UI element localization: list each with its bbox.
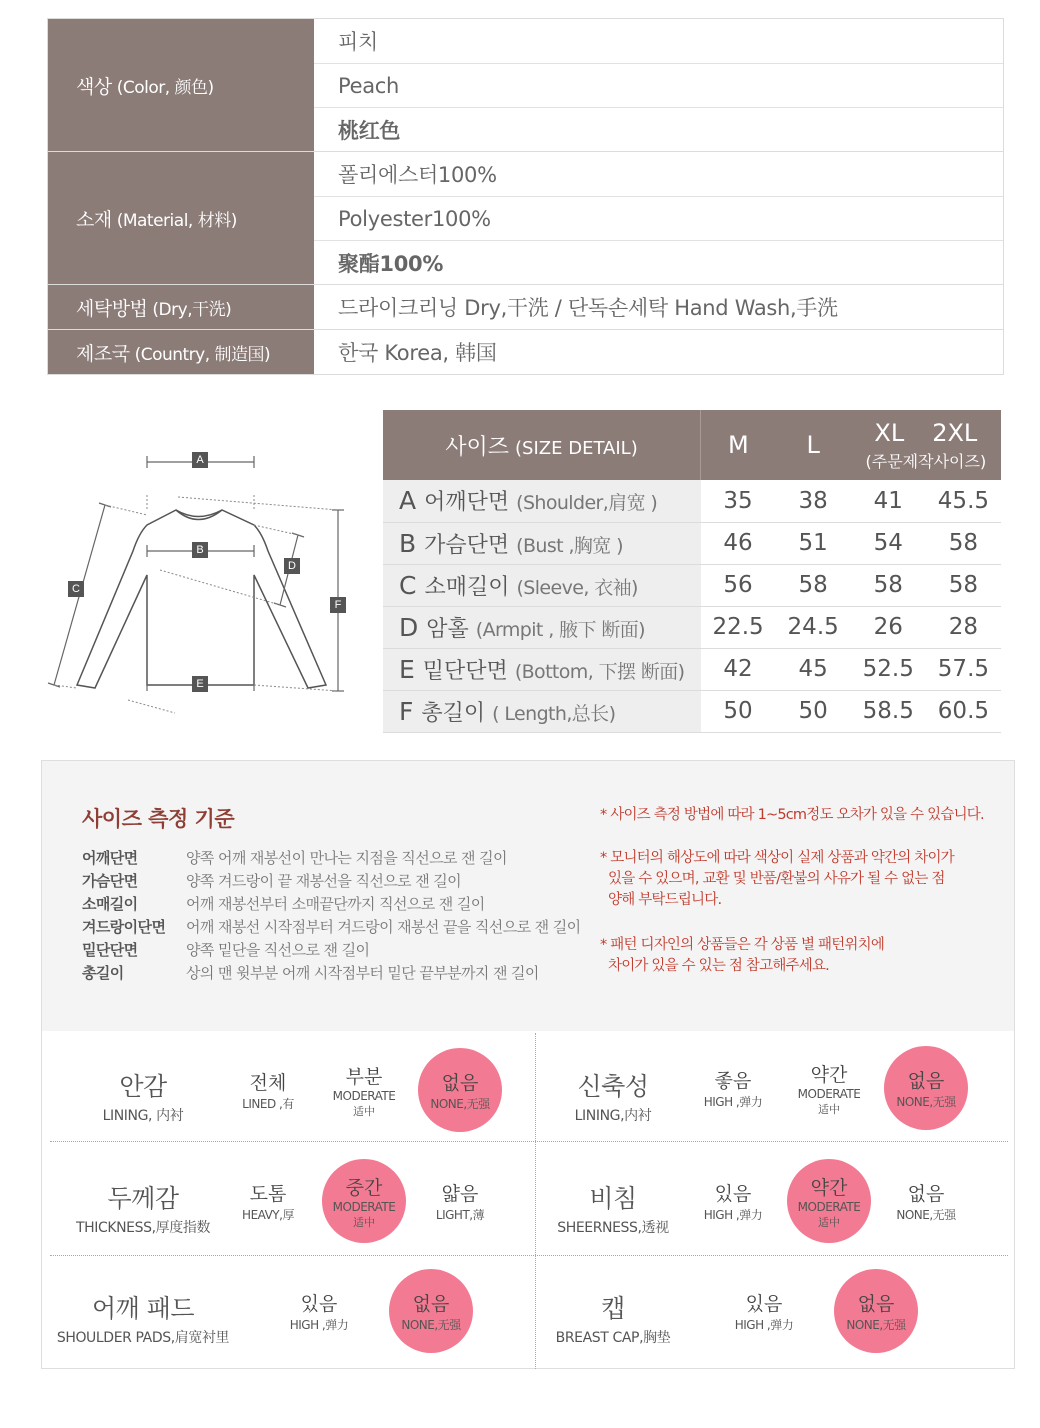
size-header-l: L <box>776 410 851 480</box>
option-lined: 전체 LINED ,有 <box>242 1072 294 1111</box>
marker-c: C <box>68 581 84 597</box>
attr-thickness: 두께감 THICKNESS,厚度指数 도톰 HEAVY,厚 중간 MODERATE 适中 얇음 LIGHT,薄 <box>48 1149 518 1259</box>
marker-f: F <box>330 597 346 613</box>
info-row-material <box>48 151 1003 284</box>
info-label: 제조국 (Country, 制造国) <box>48 330 314 374</box>
option-high: 있음 HIGH ,弹力 <box>734 1293 794 1332</box>
attr-sheerness: 비침 SHEERNESS,透视 있음 HIGH ,弹力 약간 MODERATE 适中 없음 NONE,无强 <box>518 1149 988 1259</box>
size-table-header <box>383 410 1001 480</box>
info-value: 桃红色 <box>314 107 1003 151</box>
custom-size-note: (주문제작사이즈) <box>865 451 987 471</box>
criteria-item: 겨드랑이단면 어깨 재봉선 시작점부터 겨드랑이 재봉선 끝을 직선으로 잰 길이 <box>82 918 581 936</box>
table-row: B 가슴단면 (Bust ,胸宽 ) 46 51 54 58 <box>383 522 1001 564</box>
marker-b: B <box>192 542 208 558</box>
option-moderate-selected: 약간 MODERATE 适中 <box>787 1159 871 1243</box>
attr-breast-cap: 캡 BREAST CAP,胸垫 있음 HIGH ,弹力 없음 NONE,无强 <box>518 1261 988 1371</box>
option-none-selected: 없음 NONE,无强 <box>834 1269 918 1353</box>
size-header-xl-2xl: XL 2XL (주문제작사이즈) <box>851 410 1001 480</box>
table-row: A 어깨단면 (Shoulder,肩宽 ) 35 38 41 45.5 <box>383 480 1001 522</box>
option-none-selected: 없음 NONE,无强 <box>389 1269 473 1353</box>
info-row-washing <box>48 284 1003 329</box>
info-value: 한국 Korea, 韩国 <box>338 341 497 365</box>
info-label: 색상 (Color, 颜色) <box>48 19 314 151</box>
guide-note: * 패턴 디자인의 상품들은 각 상품 별 패턴위치에 차이가 있을 수 있는 점 참고해주세요. <box>600 937 885 974</box>
product-info-table <box>47 18 1004 375</box>
size-detail-table <box>383 410 1001 733</box>
criteria-item: 어깨단면 양쪽 어깨 재봉선이 만나는 지점을 직선으로 잰 길이 <box>82 849 507 867</box>
option-moderate: 부분 MODERATE 适中 <box>332 1065 396 1118</box>
attr-lining: 안감 LINING, 内衬 전체 LINED ,有 부분 MODERATE 适中 없음 NONE,无强 <box>48 1037 518 1147</box>
attr-elasticity: 신축성 LINING,内衬 좋음 HIGH ,弹力 약간 MODERATE 适中 없음 NONE,无强 <box>518 1037 988 1147</box>
info-value: 폴리에스터100% <box>338 163 497 187</box>
garment-size-diagram <box>40 445 370 720</box>
option-high: 있음 HIGH ,弹力 <box>703 1183 763 1222</box>
table-row: E 밑단단면 (Bottom, 下摆 断面) 42 45 52.5 57.5 <box>383 648 1001 690</box>
option-none: 없음 NONE,无强 <box>896 1183 956 1222</box>
measurement-guide <box>41 760 1015 1369</box>
criteria-item: 가슴단면 양쪽 겨드랑이 끝 재봉선을 직선으로 잰 길이 <box>82 872 462 890</box>
option-none-selected: 없음 NONE,无强 <box>884 1046 968 1130</box>
size-header-name: 사이즈 (SIZE DETAIL) <box>383 410 701 480</box>
info-value: Peach <box>314 63 1003 107</box>
info-label: 세탁방법 (Dry,干洗) <box>48 285 314 329</box>
option-high: 좋음 HIGH ,弹力 <box>703 1070 763 1109</box>
table-row: F 총길이 ( Length,总长) 50 50 58.5 60.5 <box>383 690 1001 732</box>
guide-note: * 사이즈 측정 방법에 따라 1~5cm정도 오차가 있을 수 있습니다. <box>600 807 984 823</box>
table-row: C 소매길이 (Sleeve, 衣袖) 56 58 58 58 <box>383 564 1001 606</box>
criteria-item: 밑단단면 양쪽 밑단을 직선으로 잰 길이 <box>82 941 370 959</box>
info-value: 피치 <box>338 30 378 54</box>
info-value: 드라이크리닝 Dry,干洗 / 단독손세탁 Hand Wash,手洗 <box>338 296 838 320</box>
marker-a: A <box>192 452 208 468</box>
size-header-m: M <box>701 410 776 480</box>
option-moderate: 약간 MODERATE 适中 <box>797 1063 861 1116</box>
info-label: 소재 (Material, 材料) <box>48 152 314 284</box>
guide-note: * 모니터의 해상도에 따라 색상이 실제 상품과 약간의 차이가 있을 수 있으며, 교환 및 반품/환불의 사유가 될 수 없는 점 양해 부탁드립니다. <box>600 850 954 908</box>
criteria-item: 소매길이 어깨 재봉선부터 소매끝단까지 직선으로 잰 길이 <box>82 895 485 913</box>
info-row-country <box>48 329 1003 374</box>
marker-e: E <box>192 676 208 692</box>
option-none-selected: 없음 NONE,无强 <box>418 1048 502 1132</box>
info-row-color <box>48 19 1003 151</box>
option-high: 있음 HIGH ,弹力 <box>289 1293 349 1332</box>
info-value: Polyester100% <box>314 196 1003 240</box>
criteria-item: 총길이 상의 맨 윗부분 어깨 시작점부터 밑단 끝부분까지 잰 길이 <box>82 964 539 982</box>
option-moderate-selected: 중간 MODERATE 适中 <box>322 1159 406 1243</box>
option-light: 얇음 LIGHT,薄 <box>435 1183 485 1222</box>
table-row: D 암홀 (Armpit , 腋下 断面) 22.5 24.5 26 28 <box>383 606 1001 648</box>
info-value: 聚酯100% <box>314 240 1003 284</box>
option-heavy: 도톰 HEAVY,厚 <box>242 1183 294 1222</box>
marker-d: D <box>284 558 300 574</box>
guide-title: 사이즈 측정 기준 <box>82 807 235 831</box>
attr-shoulder-pads: 어깨 패드 SHOULDER PADS,肩宽衬里 있음 HIGH ,弹力 없음 NONE,无强 <box>48 1261 518 1371</box>
